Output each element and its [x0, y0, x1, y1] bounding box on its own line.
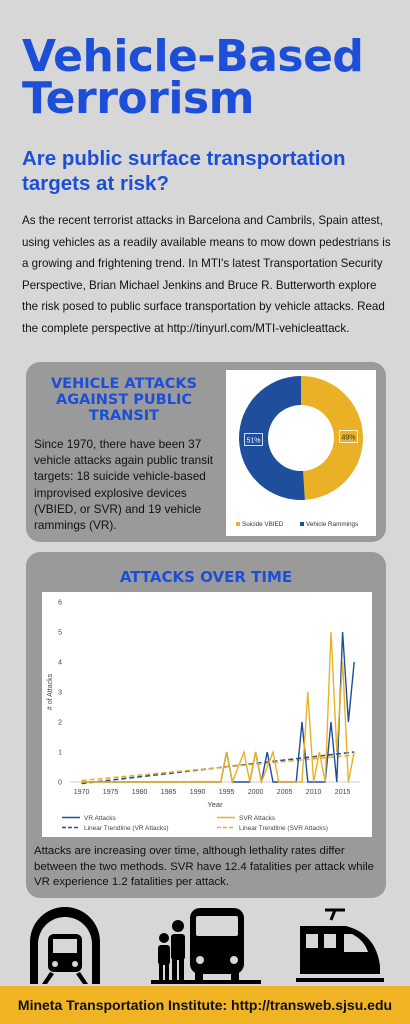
attacks-over-time-title: ATTACKS OVER TIME — [119, 568, 293, 586]
intro-paragraph: As the recent terrorist attacks in Barcelona and Cambrils, Spain attest, using vehicles as a readily available means to mow down pedestrians is a growing and frightening trend. In MTI's latest Transportation Security Perspective, Brian Michael Jenkins and Bruce R. Butterworth explore the risk posed to public surface transportation by vehicle attacks. Read the complete perspective at http://tinyurl.com/MTI-vehicleattack. — [22, 214, 391, 335]
x-tick-5: 1995 — [218, 789, 235, 796]
metro-tunnel-icon — [30, 907, 100, 984]
subtitle: Are public surface transportation targets at risk? — [22, 147, 346, 195]
donut-chart — [226, 370, 376, 536]
vehicle-attacks-title: VEHICLE ATTACKS AGAINST PUBLIC TRANSIT — [50, 376, 198, 424]
svg-text:51%: 51% — [246, 437, 261, 445]
line-legend-2 — [62, 825, 169, 832]
family-bus-icon — [151, 908, 261, 984]
tram-icon — [296, 910, 384, 982]
y-axis-label: # of Attacks — [47, 673, 54, 711]
y-tick-3: 3 — [58, 689, 62, 697]
footer-bar[interactable]: Mineta Transportation Institute: http://transweb.sjsu.edu — [0, 986, 410, 1024]
y-tick-2: 2 — [58, 719, 62, 727]
donut-slice-label-0 — [339, 431, 357, 443]
svg-text:Vehicle Rammings: Vehicle Rammings — [306, 521, 359, 528]
x-tick-7: 2005 — [276, 789, 293, 796]
transit-icons-row — [0, 904, 410, 984]
y-tick-4: 4 — [58, 659, 62, 667]
y-tick-5: 5 — [58, 629, 62, 637]
donut-slice-label-1 — [245, 433, 263, 445]
y-tick-0: 0 — [58, 779, 62, 787]
x-tick-9: 2015 — [334, 789, 351, 796]
x-axis-label: Year — [207, 800, 223, 809]
x-tick-2: 1980 — [131, 789, 148, 796]
x-tick-8: 2010 — [305, 789, 322, 796]
page-title — [22, 31, 402, 124]
svg-text:VR Attacks: VR Attacks — [84, 815, 116, 822]
line-legend-1 — [217, 815, 276, 822]
y-tick-1: 1 — [58, 749, 62, 757]
donut-legend-0 — [236, 521, 284, 528]
x-tick-0: 1970 — [73, 789, 90, 796]
vehicle-attacks-text: Since 1970, there have been 37 vehicle attacks again public transit targets: 18 suicide vehicle-based improvised explosive devices (VBIED, or SVR) and 19 vehicle rammings (VR). — [34, 437, 214, 533]
line-chart — [42, 592, 372, 837]
svg-text:SVR Attacks: SVR Attacks — [239, 815, 276, 822]
attacks-over-time-text: Attacks are increasing over time, although lethality rates differ between the two methods. SVR have 12.4 fatalities per attack while VR experience 1.2 fatalities per attack. — [34, 845, 375, 888]
x-tick-6: 2000 — [247, 789, 264, 796]
line-chart-box — [42, 592, 372, 837]
line-legend-0 — [62, 815, 117, 822]
donut-legend-1 — [300, 521, 358, 528]
svg-text:Linear Trendline (VR Attacks): Linear Trendline (VR Attacks) — [84, 825, 169, 832]
x-tick-3: 1985 — [160, 789, 177, 796]
svg-text:Suicide VBIED: Suicide VBIED — [242, 521, 284, 528]
donut-chart-box — [226, 370, 376, 536]
title-line-2: Terrorism — [22, 73, 254, 124]
line-legend-3 — [217, 825, 328, 832]
svg-text:Linear Trendline (SVR Attacks): Linear Trendline (SVR Attacks) — [239, 825, 328, 832]
svg-text:49%: 49% — [341, 434, 356, 442]
x-tick-1: 1975 — [102, 789, 119, 796]
y-tick-6: 6 — [58, 599, 62, 607]
title-line-1: Vehicle-Based — [22, 31, 364, 82]
x-tick-4: 1990 — [189, 789, 206, 796]
